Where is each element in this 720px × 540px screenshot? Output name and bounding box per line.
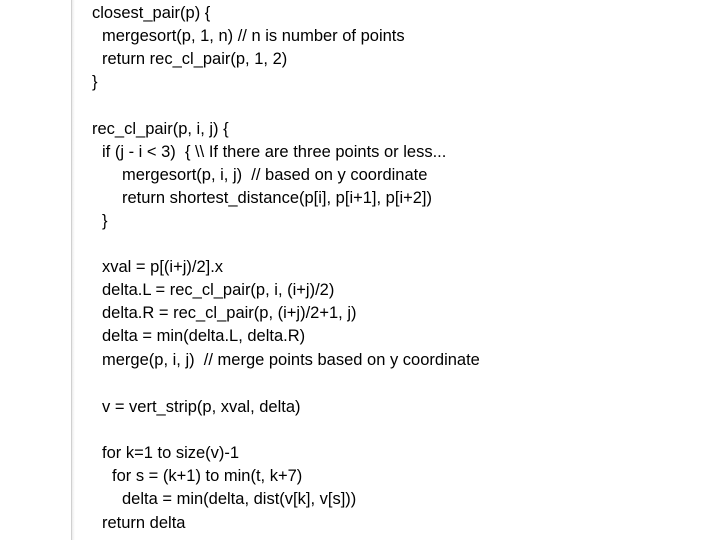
code-line: mergesort(p, i, j) // based on y coordinate — [122, 166, 428, 184]
code-line: v = vert_strip(p, xval, delta) — [102, 398, 301, 416]
code-line: xval = p[(i+j)/2].x — [102, 258, 224, 276]
code-line: delta = min(delta.L, delta.R) — [102, 327, 306, 345]
code-line: merge(p, i, j) // merge points based on y coordinate — [102, 351, 480, 369]
code-line: return delta — [102, 514, 186, 532]
code-line: } — [102, 212, 108, 230]
code-line: rec_cl_pair(p, i, j) { — [92, 120, 229, 138]
code-line: if (j - i < 3) { \\ If there are three points or less... — [102, 143, 447, 161]
code-line: delta.L = rec_cl_pair(p, i, (i+j)/2) — [102, 281, 335, 299]
code-line: closest_pair(p) { — [92, 4, 211, 22]
code-line: for s = (k+1) to min(t, k+7) — [112, 467, 303, 485]
code-line: delta.R = rec_cl_pair(p, (i+j)/2+1, j) — [102, 304, 357, 322]
code-line: } — [92, 73, 98, 91]
code-line: return rec_cl_pair(p, 1, 2) — [102, 50, 288, 68]
code-line: for k=1 to size(v)-1 — [102, 444, 240, 462]
code-line: mergesort(p, 1, n) // n is number of points — [102, 27, 405, 45]
code-line: return shortest_distance(p[i], p[i+1], p[i+2]) — [122, 189, 432, 207]
code-line: delta = min(delta, dist(v[k], v[s])) — [122, 490, 357, 508]
